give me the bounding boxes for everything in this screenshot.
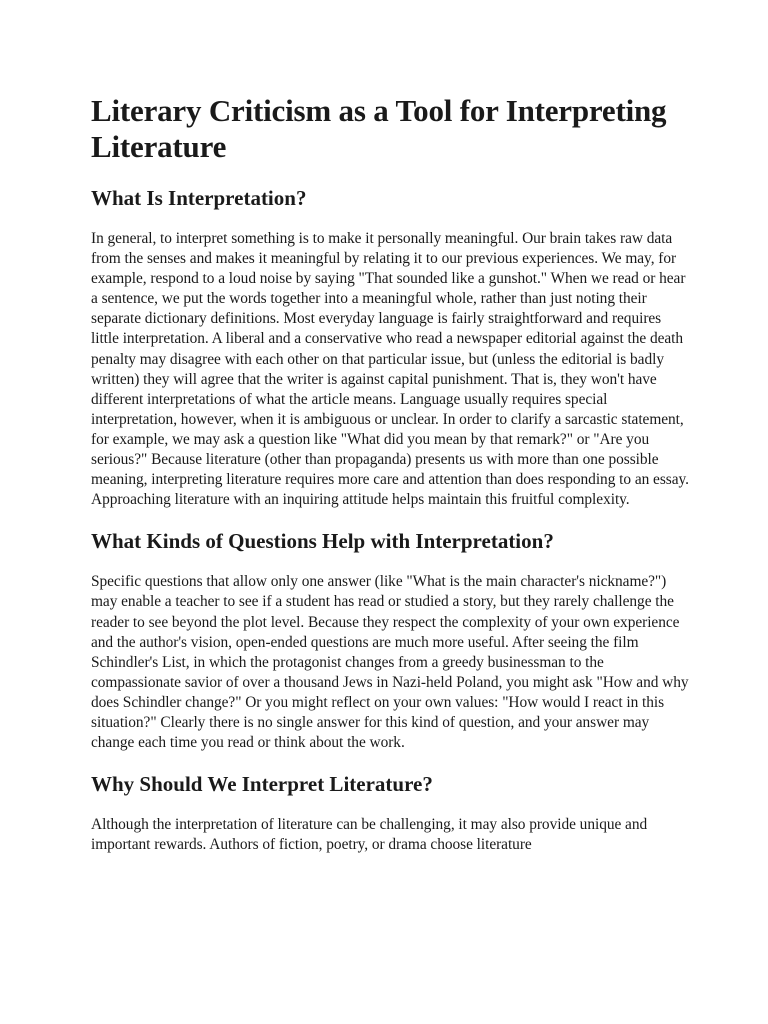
section-heading-what-is-interpretation: What Is Interpretation? bbox=[91, 186, 307, 210]
section-heading-why-interpret: Why Should We Interpret Literature? bbox=[91, 772, 433, 797]
section-paragraph-why-interpret: Although the interpretation of literature can be challenging, it may also provide unique and important rewards. Authors of fiction, poetry, or drama choose literature bbox=[91, 816, 648, 854]
section-paragraph-what-is-interpretation: In general, to interpret something is to make it personally meaningful. Our brain takes raw data from the senses and makes it meaningful by relating it to our previous experiences. We may, for example, respond to a loud noise by saying "That sounded like a gunshot." When we read or hear a sentence, we put the words together into a meaningful whole, rather than just noting their separate dictionary definitions. Most everyday language is fairly straightforward and requires little interpretation. A liberal and a conservative who read a newspaper editorial against the death penalty may disagree with each other on that particular issue, but (unless the editorial is badly written) they will agree that the writer is against capital punishment. That is, they won't have different interpretations of what the article means. Language usually requires special interpretation, however, when it is ambiguous or unclear. In order to clarify a sarcastic statement, for example, we may ask a question like "What did you mean by that remark?" or "Are you serious?" Because literature (other than propaganda) presents us with more than one possible meaning, interpreting literature requires more care and attention than does responding to an essay. Approaching literature with an inquiring attitude helps maintain this fruitful complexity. bbox=[91, 230, 689, 509]
section-heading-questions: What Kinds of Questions Help with Interpretation? bbox=[91, 529, 554, 554]
document-title: Literary Criticism as a Tool for Interpreting Literature bbox=[91, 93, 667, 164]
document-page bbox=[91, 93, 691, 873]
section-paragraph-questions: Specific questions that allow only one answer (like "What is the main character's nickname?") may enable a teacher to see if a student has read or studied a story, but they rarely challenge the reader to see beyond the plot level. Because they respect the complexity of your own experience and the author's vision, open-ended questions are much more useful. After seeing the film Schindler's List, in which the protagonist changes from a greedy businessman to the compassionate savior of over a thousand Jews in Nazi-held Poland, you might ask "How and why does Schindler change?" Or you might reflect on your own values: "How would I react in this situation?" Clearly there is no single answer for this kind of question, and your answer may change each time you read or think about the work. bbox=[91, 573, 689, 752]
